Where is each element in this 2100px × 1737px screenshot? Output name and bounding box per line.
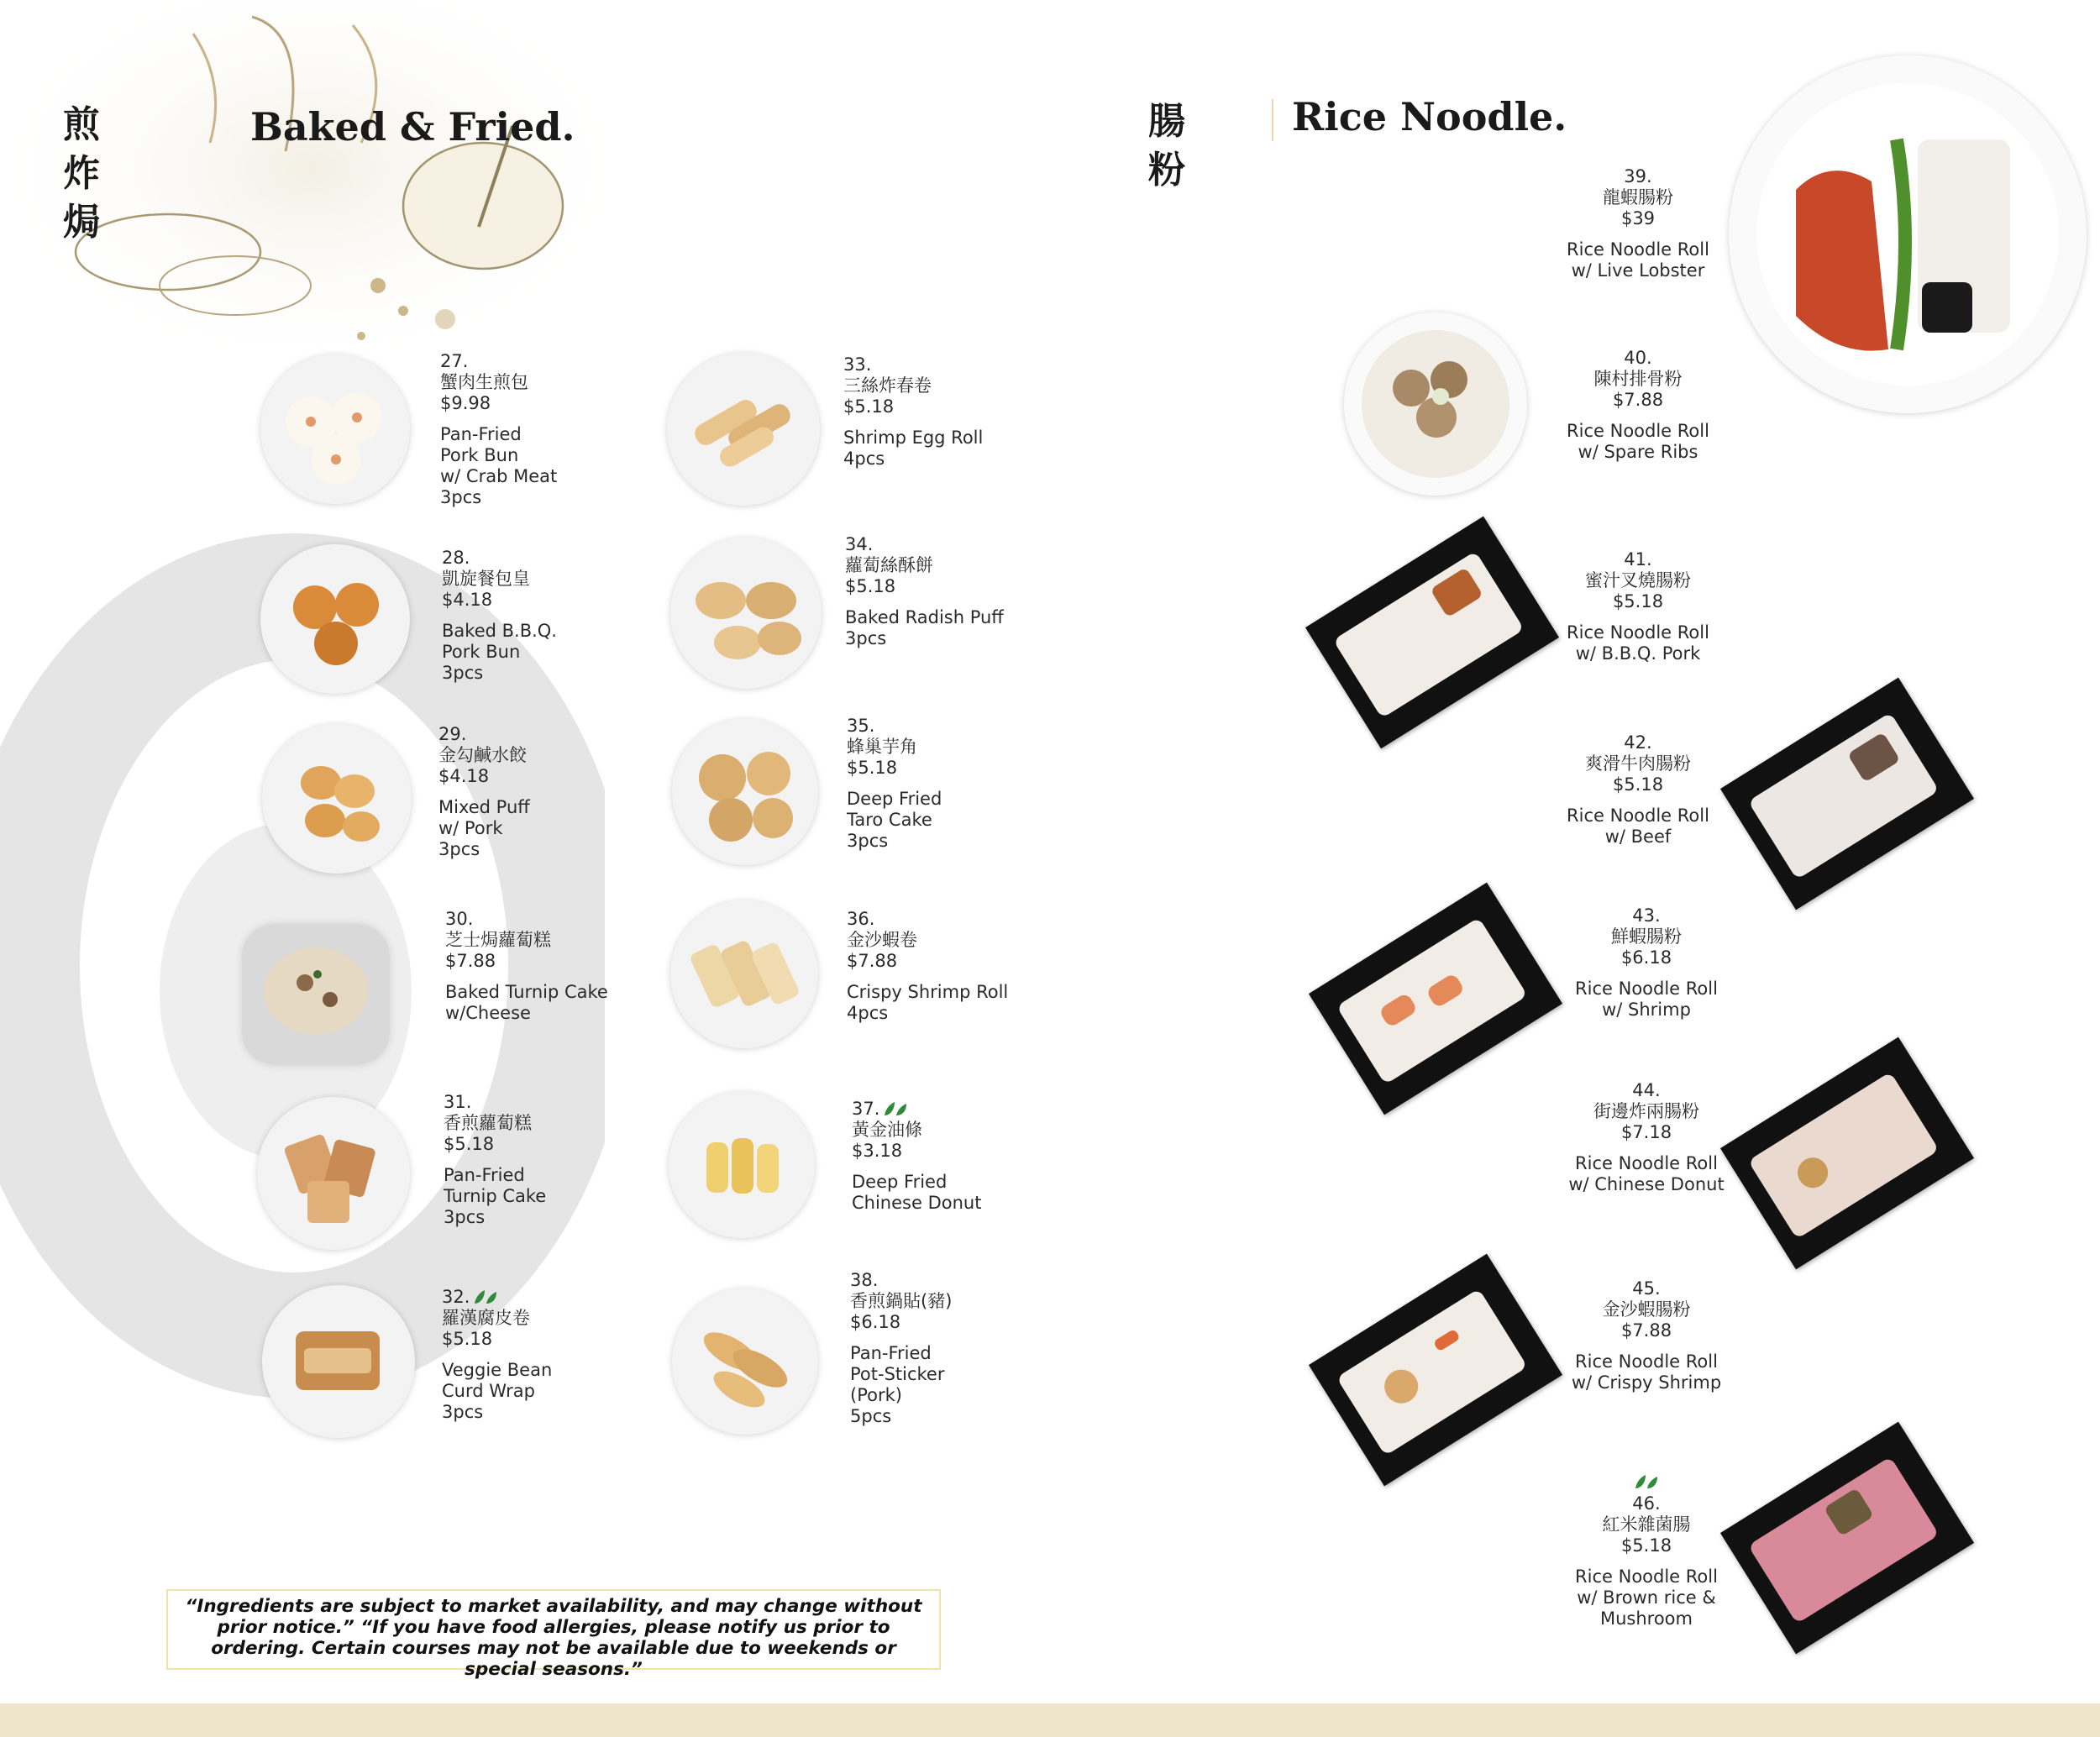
item-price: $5.18 [1612,591,1664,611]
item-number: 27. [440,351,469,371]
item-price: $9.98 [440,393,491,413]
item-description: Rice Noodle Roll w/ Spare Ribs [1567,421,1709,462]
menu-item-42 [1537,732,1739,848]
item-number: 41. [1624,549,1652,569]
item-price: $5.18 [1612,774,1664,795]
item-number: 38. [850,1270,879,1290]
dish-photo-34 [670,538,822,689]
item-description: Rice Noodle Roll w/ Crispy Shrimp [1571,1351,1722,1393]
item-price: $6.18 [850,1312,901,1332]
dish-photo-43 [1309,883,1562,1115]
dish-photo-30 [242,924,390,1065]
item-number: 42. [1624,732,1652,753]
dish-photo-31 [257,1097,410,1250]
item-price: $3.18 [852,1141,903,1161]
item-number: 43. [1632,905,1661,926]
item-price: $7.88 [847,951,898,971]
item-number: 35. [847,716,875,736]
section-title-baked-fried: Baked & Fried. [250,104,575,150]
item-price: $7.88 [1612,390,1664,410]
dish-photo-35 [672,719,818,865]
section-title-zh-rice-noodle: 腸粉 [1148,100,1185,192]
item-description: Baked B.B.Q. Pork Bun 3pcs [442,621,557,683]
item-description: Pan-Fried Turnip Cake 3pcs [444,1165,547,1227]
dish-photo-39 [1729,55,2087,413]
menu-item-43 [1546,905,1747,1021]
item-name-zh: 香煎鍋貼(豬) [850,1291,953,1311]
item-name-zh: 黃金油條 [852,1120,922,1140]
menu-item-46 [1546,1473,1747,1629]
item-name-zh: 蘿蔔絲酥餅 [845,555,933,575]
item-name-zh: 龍蝦腸粉 [1603,187,1673,207]
item-price: $7.88 [445,951,496,971]
item-name-zh: 芝士焗蘿蔔糕 [445,930,551,950]
item-name-zh: 凱旋餐包皇 [442,569,530,589]
menu-item-35 [847,716,1032,852]
item-price: $6.18 [1620,947,1672,968]
dish-photo-42 [1720,678,1974,910]
item-price: $5.18 [442,1329,493,1349]
item-name-zh: 街邊炸兩腸粉 [1593,1101,1699,1121]
item-number: 34. [845,534,874,554]
item-number: 40. [1624,348,1652,368]
dish-photo-36 [670,900,818,1048]
item-name-zh: 金勾鹹水餃 [438,745,527,765]
item-name-zh: 羅漢腐皮卷 [442,1308,530,1328]
item-description: Deep Fried Chinese Donut [852,1172,982,1213]
item-number: 31. [444,1092,472,1112]
dish-photo-28 [260,544,410,694]
dish-photo-29 [262,724,412,874]
dish-photo-37 [669,1092,815,1238]
item-description: Rice Noodle Roll w/ Beef [1567,806,1709,847]
item-name-zh: 蜂巢芋角 [847,737,917,757]
item-number: 32. [442,1287,627,1308]
dish-photo-27 [260,354,410,504]
dish-photo-40 [1344,312,1527,496]
item-description: Crispy Shrimp Roll 4pcs [847,982,1009,1023]
dish-photo-32 [262,1285,415,1438]
item-price: $5.18 [1620,1535,1672,1556]
item-number: 39. [1624,166,1652,186]
dish-photo-44 [1720,1037,1974,1270]
menu-item-29 [438,724,623,860]
menu-item-31 [444,1092,628,1228]
item-name-zh: 蟹肉生煎包 [440,372,528,392]
title-divider [1272,99,1273,141]
item-price: $7.88 [1620,1320,1672,1341]
item-description: Rice Noodle Roll w/ Chinese Donut [1568,1153,1725,1194]
item-description: Baked Radish Puff 3pcs [845,607,1004,648]
menu-item-40 [1537,348,1739,463]
item-name-zh: 香煎蘿蔔糕 [444,1113,532,1133]
leaf-icon [473,1288,498,1307]
item-description: Shrimp Egg Roll 4pcs [843,428,984,469]
item-description: Veggie Bean Curd Wrap 3pcs [442,1360,553,1422]
item-name-zh: 紅米雜菌腸 [1602,1514,1691,1535]
menu-item-38 [850,1270,1035,1427]
allergy-notice: “Ingredients are subject to market availability, and may change without prior notice.” “If you have food allergies, please notify us prior to ordering. Certain courses may not be available due to weekends or special seasons.” [166,1589,941,1670]
item-description: Rice Noodle Roll w/ Brown rice & Mushroom [1575,1566,1718,1629]
dish-photo-41 [1305,517,1559,749]
menu-item-27 [440,351,625,508]
item-number: 46. [1546,1473,1747,1514]
menu-item-45 [1546,1278,1747,1393]
menu-item-28 [442,548,627,684]
section-title-rice-noodle: Rice Noodle. [1292,94,1567,139]
item-name-zh: 鮮蝦腸粉 [1611,926,1682,947]
item-number: 30. [445,909,474,929]
menu-item-36 [847,909,1048,1024]
menu-item-30 [445,909,647,1024]
item-number: 33. [843,354,872,375]
item-name-zh: 陳村排骨粉 [1593,369,1683,389]
section-title-zh-baked-fried: 煎炸焗 [63,103,100,244]
menu-item-37 [852,1099,1037,1214]
leaf-icon [1634,1473,1659,1492]
item-name-zh: 爽滑牛肉腸粉 [1585,753,1691,774]
item-price: $5.18 [843,396,895,417]
dish-photo-46 [1720,1422,1974,1655]
item-price: $5.18 [847,758,898,778]
item-description: Rice Noodle Roll w/ Live Lobster [1567,239,1709,281]
menu-item-44 [1546,1080,1747,1195]
menu-item-41 [1537,549,1739,664]
item-price: $7.18 [1620,1122,1672,1142]
menu-item-33 [843,354,1045,470]
menu-item-39 [1537,166,1739,281]
menu-item-34 [845,534,1047,649]
item-price: $5.18 [444,1134,495,1154]
footer-band [0,1703,2100,1737]
item-name-zh: 蜜汁叉燒腸粉 [1585,570,1691,590]
item-name-zh: 金沙蝦卷 [847,930,917,950]
item-number: 36. [847,909,875,929]
item-description: Deep Fried Taro Cake 3pcs [847,789,942,851]
item-price: $39 [1620,208,1656,228]
item-description: Pan-Fried Pork Bun w/ Crab Meat 3pcs [440,424,558,507]
leaf-icon [883,1100,908,1119]
menu-item-32 [442,1287,627,1423]
item-number: 44. [1632,1080,1661,1100]
item-price: $4.18 [438,766,490,786]
item-description: Baked Turnip Cake w/Cheese [445,982,608,1023]
item-number: 29. [438,724,467,744]
dish-photo-33 [667,353,820,506]
item-price: $5.18 [845,576,896,596]
item-price: $4.18 [442,590,493,610]
dish-photo-38 [672,1288,818,1435]
item-description: Pan-Fried Pot-Sticker (Pork) 5pcs [850,1343,945,1426]
item-description: Mixed Puff w/ Pork 3pcs [438,797,530,859]
item-number: 37. [852,1099,1037,1120]
item-number: 28. [442,548,470,568]
item-description: Rice Noodle Roll w/ B.B.Q. Pork [1567,622,1709,664]
item-name-zh: 金沙蝦腸粉 [1602,1299,1691,1320]
item-description: Rice Noodle Roll w/ Shrimp [1575,979,1718,1020]
item-name-zh: 三絲炸春卷 [843,375,932,396]
dish-photo-45 [1309,1254,1562,1487]
item-number: 45. [1632,1278,1661,1299]
